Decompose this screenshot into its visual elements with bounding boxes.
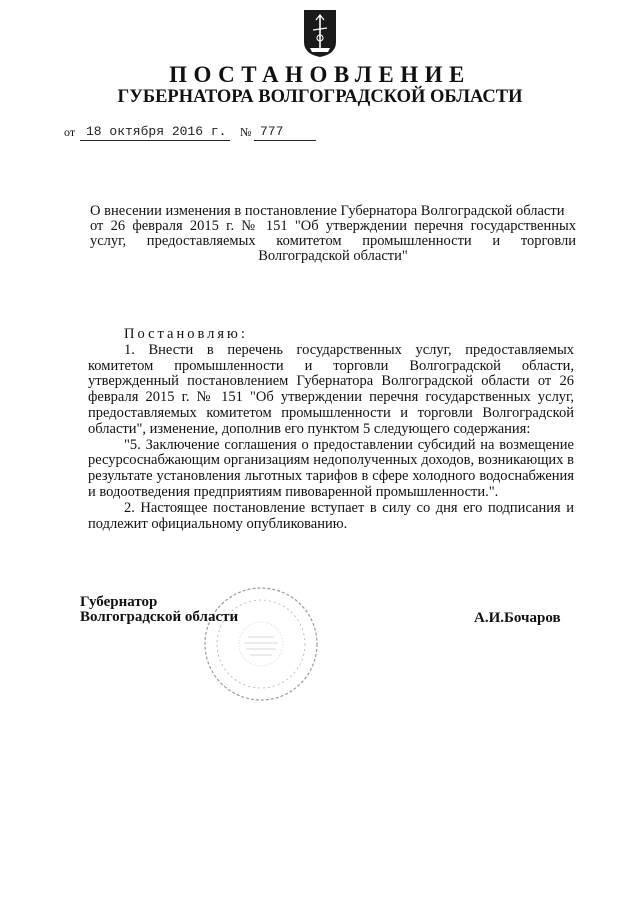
item-2: 2. Настоящее постановление вступает в силу со дня его подписания и подлежит официальному опубликованию. (88, 499, 574, 532)
document-title: ПОСТАНОВЛЕНИЕ (169, 62, 471, 87)
signature-position-line: Губернатор (80, 594, 158, 610)
from-label: от (64, 125, 76, 139)
document-subject (90, 204, 576, 264)
number-underline (254, 140, 316, 141)
item-1-quote: "5. Заключение соглашения о предоставлении субсидий на возмещение ресурсоснабжающим организациям недополученных доходов, возникающих в результате установления льготных тарифов в сфере холодного водоснабжения и водоотведения предприятиям пивоваренной промышленности.". (88, 436, 574, 500)
number-label: № (240, 125, 252, 139)
subject-line: услуг, предоставляемых комитетом промышленности и торговли (90, 233, 576, 249)
subject-line: О внесении изменения в постановление Губернатора Волгоградской области (90, 203, 565, 219)
signer-name: А.И.Бочаров (474, 610, 561, 626)
decree-word: Постановляю: (124, 326, 248, 342)
date-underline (80, 140, 230, 141)
document-body (88, 327, 574, 532)
signature-position-line: Волгоградской области (80, 609, 239, 625)
date-number-line (64, 120, 324, 142)
document-number: 777 (260, 124, 284, 139)
subject-line: от 26 февраля 2015 г. № 151 "Об утверждении перечня государственных (90, 218, 576, 234)
subject-line: Волгоградской области" (258, 248, 408, 264)
item-1: 1. Внести в перечень государственных услуг, предоставляемых комитетом промышленности и торговли Волгоградской области, утвержденный постановлением Губернатора Волгоградской области от 26 февраля 2015 г. № 151 "Об утверждении перечня государственных услуг, предоставляемых комитетом промышленности и торговли Волгоградской области", изменение, дополнив его пунктом 5 следующего содержания: (88, 341, 574, 437)
signature-position (80, 595, 238, 625)
document-date: 18 октября 2016 г. (86, 124, 227, 139)
document-subtitle: ГУБЕРНАТОРА ВОЛГОГРАДСКОЙ ОБЛАСТИ (117, 87, 523, 107)
coat-of-arms-icon (302, 8, 338, 58)
